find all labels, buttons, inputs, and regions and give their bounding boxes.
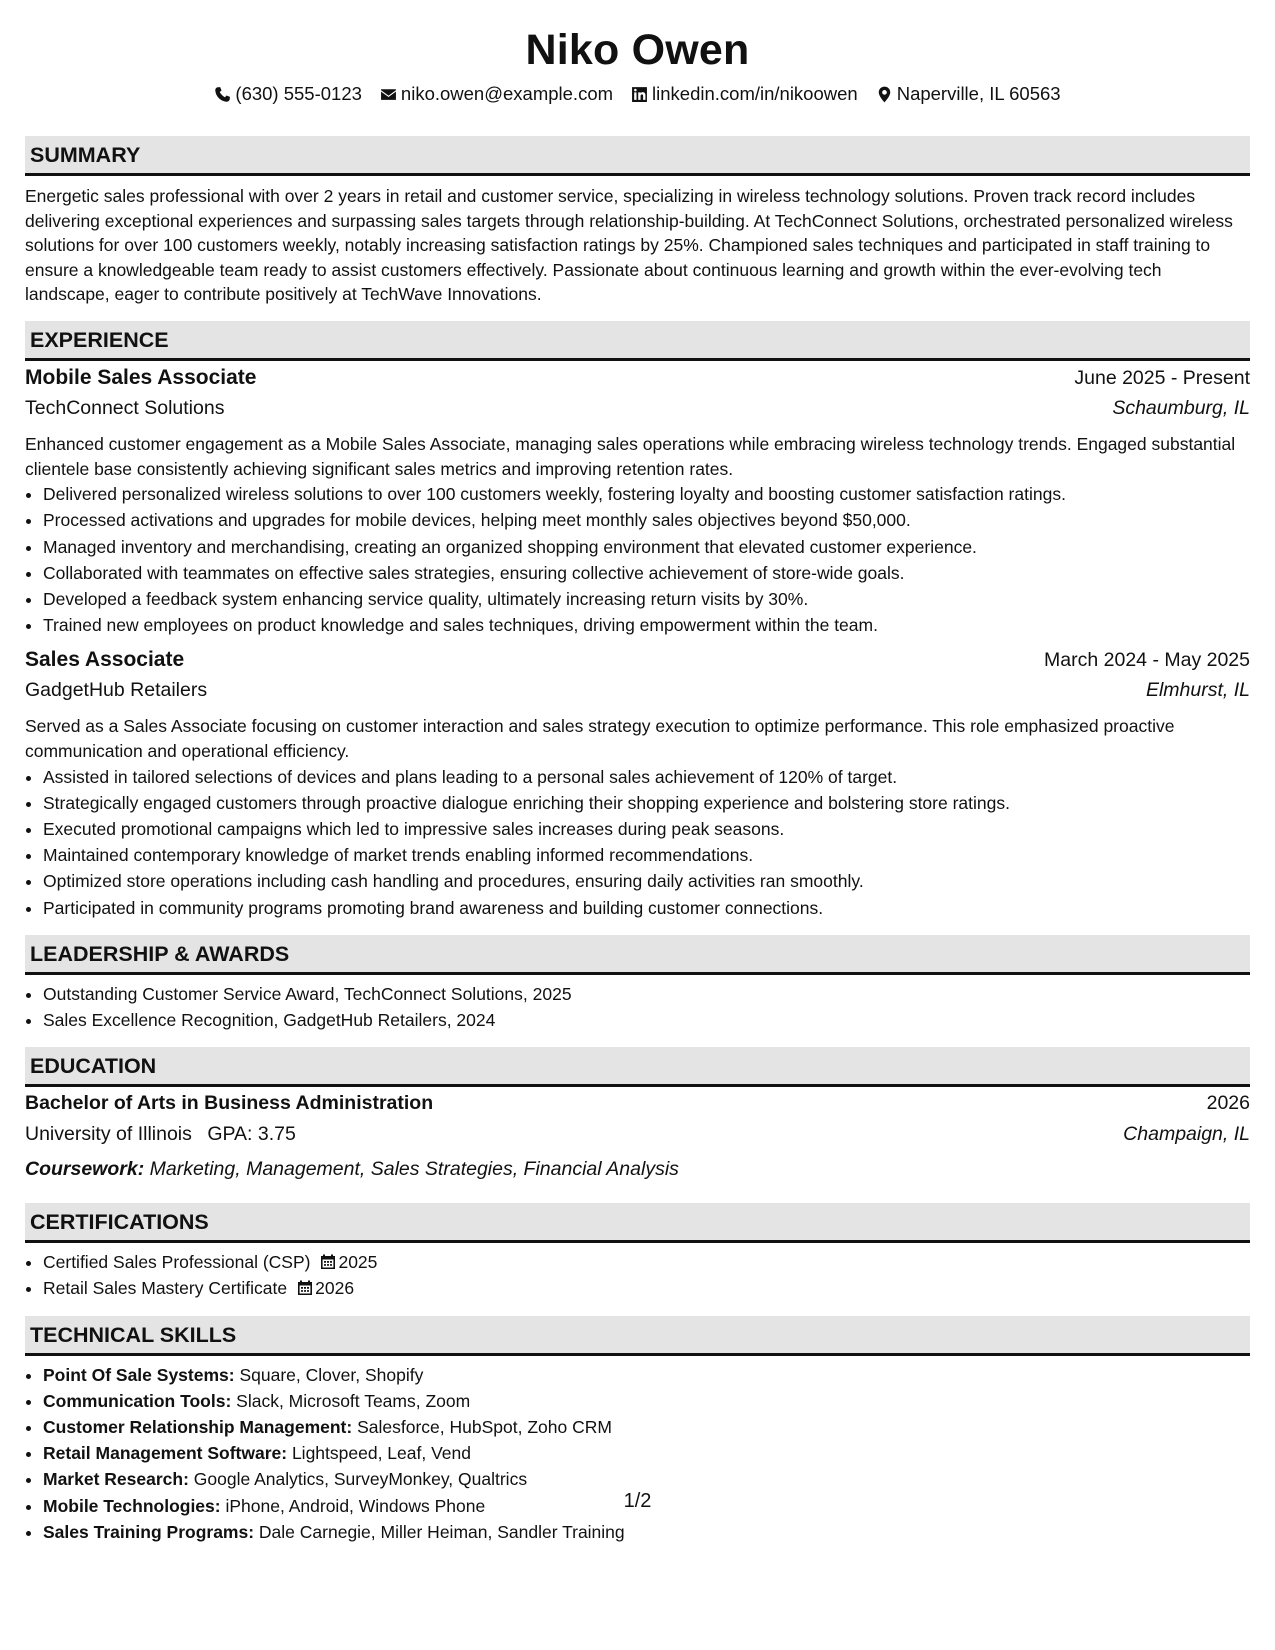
envelope-icon: [380, 86, 397, 103]
list-item: [43, 1362, 1250, 1388]
list-item: • Strategically engaged customers through proactive dialogue enriching their shopping experience and bolstering store ratings.: [43, 790, 1250, 816]
contact-location-text: Naperville, IL 60563: [896, 83, 1061, 104]
school-location: Champaign, IL: [1123, 1123, 1250, 1146]
skill-value: iPhone, Android, Windows Phone: [225, 1495, 486, 1516]
skill-value: Lightspeed, Leaf, Vend: [291, 1443, 471, 1464]
contact-email-text[interactable]: niko.owen@example.com: [400, 83, 614, 104]
school-name: University of Illinois: [25, 1123, 192, 1146]
skill-value: Salesforce, HubSpot, Zoho CRM: [357, 1417, 612, 1437]
cert-year: 2025: [338, 1252, 378, 1273]
list-item: [43, 1440, 1250, 1466]
list-item: [43, 1414, 1250, 1440]
education-heading: EDUCATION: [25, 1047, 1250, 1087]
skill-value: Google Analytics, SurveyMonkey, Qualtrics: [193, 1469, 528, 1490]
list-item: [43, 1275, 1250, 1301]
summary-text: Energetic sales professional with over 2 years in retail and customer service, specializing in wireless technology solutions. Proven track record includes delivering exceptional experiences and surpassing sales targets through relationship-building. At TechConnect Solutions, orchestrated personalized wireless solutions for over 100 customers weekly, notably increasing satisfaction ratings by 25%. Championed sales techniques and participated in staff training to ensure a knowledgeable team ready to assist customers effectively. Passionate about continuous learning and growth within the ever-evolving tech landscape, eager to contribute positively at TechWave Innovations.: [25, 186, 1233, 305]
list-item: • Optimized store operations including cash handling and procedures, ensuring daily activities ran smoothly.: [43, 868, 1250, 894]
awards-list: [25, 981, 1250, 1033]
contact-location: [876, 82, 1061, 106]
gpa: GPA: 3.75: [207, 1123, 296, 1146]
list-item: • Participated in community programs promoting brand awareness and building customer connections.: [43, 895, 1250, 921]
list-item: • Trained new employees on product knowledge and sales techniques, driving empowerment within the team.: [43, 612, 1250, 638]
skill-label: Sales Training Programs:: [43, 1521, 255, 1542]
list-item: • Collaborated with teammates on effective sales strategies, ensuring collective achievement of store-wide goals.: [43, 560, 1250, 586]
list-item: • Sales Excellence Recognition, GadgetHub Retailers, 2024: [43, 1007, 1250, 1033]
coursework-line: [25, 1154, 1250, 1185]
list-item: [43, 1519, 1250, 1545]
list-item: • Maintained contemporary knowledge of market trends enabling informed recommendations.: [43, 842, 1250, 868]
skills-list: [25, 1362, 1250, 1545]
list-item: [43, 1388, 1250, 1414]
school-line: [25, 1123, 296, 1146]
skill-label: Retail Management Software:: [43, 1443, 288, 1464]
job-dates: March 2024 - May 2025: [1044, 649, 1250, 672]
skills-heading: TECHNICAL SKILLS: [25, 1316, 1250, 1356]
calendar-icon: [297, 1279, 313, 1296]
map-pin-icon: [876, 86, 893, 103]
job-description: Enhanced customer engagement as a Mobile Sales Associate, managing sales operations while embracing wireless technology trends. Engaged substantial clientele base consistently achieving significant sales metrics and improving retention rates.: [25, 433, 1236, 479]
list-item: [43, 1249, 1250, 1275]
job-location: Schaumburg, IL: [1112, 396, 1250, 419]
experience-section: [25, 321, 1250, 921]
certifications-heading: CERTIFICATIONS: [25, 1203, 1250, 1243]
cert-name: Retail Sales Mastery Certificate: [43, 1278, 288, 1299]
cert-year: 2026: [315, 1278, 355, 1299]
calendar-icon: [320, 1253, 336, 1270]
contact-phone: [214, 82, 362, 106]
coursework-value: Marketing, Management, Sales Strategies, Financial Analysis: [149, 1158, 679, 1181]
summary-heading: SUMMARY: [25, 136, 1250, 176]
list-item: • Developed a feedback system enhancing service quality, ultimately increasing return visits by 30%.: [43, 586, 1250, 612]
list-item: • Assisted in tailored selections of devices and plans leading to a personal sales achievement of 120% of target.: [43, 764, 1250, 790]
job-description: Served as a Sales Associate focusing on customer interaction and sales strategy execution to optimize performance. This role emphasized proactive communication and operational efficiency.: [25, 716, 1175, 761]
job-entry: [25, 366, 1250, 638]
skill-label: Market Research:: [43, 1469, 189, 1490]
skill-value: Slack, Microsoft Teams, Zoom: [236, 1390, 471, 1411]
experience-heading: EXPERIENCE: [25, 321, 1250, 361]
phone-icon: [214, 86, 231, 103]
job-bullets: [25, 481, 1250, 638]
graduation-year: 2026: [1206, 1092, 1250, 1115]
certifications-section: [25, 1203, 1250, 1301]
summary-section: [25, 136, 1250, 307]
contact-phone-text: (630) 555-0123: [235, 83, 362, 104]
linkedin-icon: [631, 86, 648, 103]
skill-label: Mobile Technologies:: [43, 1495, 221, 1516]
contact-linkedin-text[interactable]: linkedin.com/in/nikoowen: [652, 83, 858, 104]
list-item: • Outstanding Customer Service Award, TechConnect Solutions, 2025: [43, 981, 1250, 1007]
page-number: 1/2: [623, 1490, 652, 1512]
skill-value: Square, Clover, Shopify: [239, 1364, 424, 1385]
job-dates: June 2025 - Present: [1074, 366, 1250, 389]
job-location: Elmhurst, IL: [1145, 679, 1250, 702]
awards-section: [25, 935, 1250, 1033]
cert-name: Certified Sales Professional (CSP): [43, 1252, 311, 1273]
certifications-list: [25, 1249, 1250, 1301]
job-company: TechConnect Solutions: [25, 396, 225, 419]
job-bullets: [25, 764, 1250, 921]
degree-title: Bachelor of Arts in Business Administration: [25, 1092, 434, 1115]
contact-linkedin[interactable]: [631, 82, 858, 106]
list-item: • Managed inventory and merchandising, creating an organized shopping environment that elevated customer experience.: [43, 534, 1250, 560]
job-company: GadgetHub Retailers: [25, 679, 208, 702]
job-entry: [25, 648, 1250, 920]
awards-heading: LEADERSHIP & AWARDS: [25, 935, 1250, 975]
list-item: • Executed promotional campaigns which led to impressive sales increases during peak seasons.: [43, 816, 1250, 842]
list-item: • Delivered personalized wireless solutions to over 100 customers weekly, fostering loyalty and boosting customer satisfaction ratings.: [43, 481, 1250, 507]
skill-label: Communication Tools:: [43, 1390, 232, 1411]
contact-bar: [25, 82, 1250, 106]
job-title: Mobile Sales Associate: [25, 365, 257, 389]
education-section: [25, 1047, 1250, 1185]
skill-label: Customer Relationship Management:: [43, 1417, 353, 1437]
list-item: • Processed activations and upgrades for mobile devices, helping meet monthly sales objectives beyond $50,000.: [43, 507, 1250, 533]
list-item: [43, 1466, 1250, 1492]
contact-email[interactable]: [380, 82, 613, 106]
skill-label: Point Of Sale Systems:: [43, 1364, 235, 1385]
candidate-name: Niko Owen: [525, 26, 750, 74]
coursework-label: Coursework:: [25, 1158, 145, 1181]
job-title: Sales Associate: [25, 648, 185, 672]
skill-value: Dale Carnegie, Miller Heiman, Sandler Training: [258, 1521, 625, 1542]
resume-page: [25, 0, 1250, 1545]
